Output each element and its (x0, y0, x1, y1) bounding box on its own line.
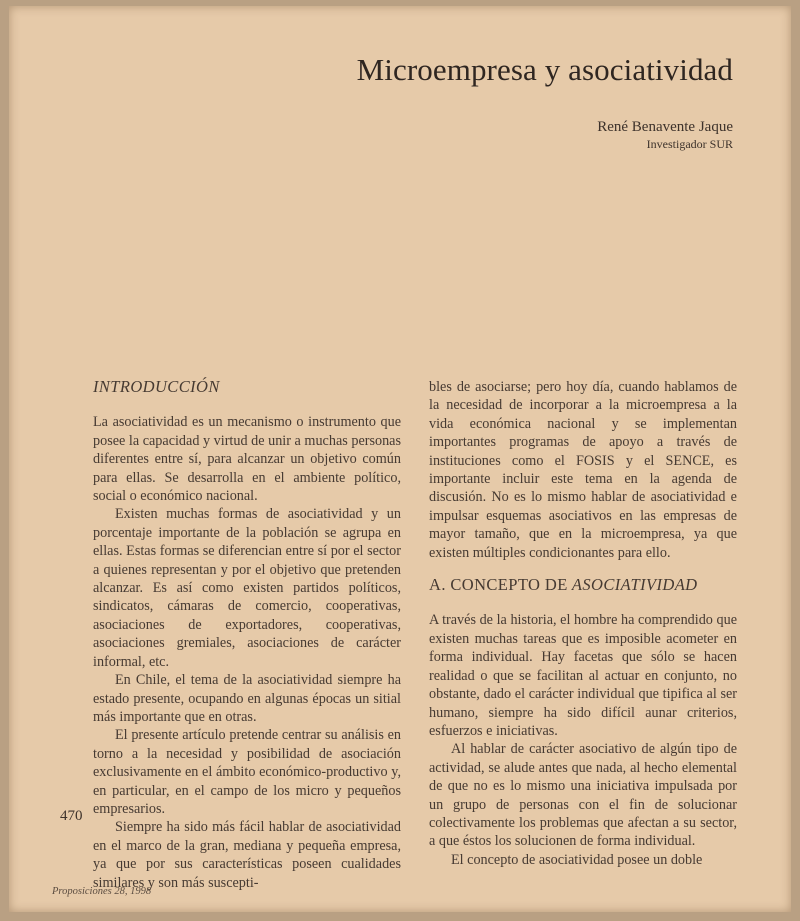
right-column (429, 378, 737, 869)
document-page (9, 6, 791, 912)
section-heading-concepto (429, 576, 737, 594)
body-paragraph: El concepto de asociatividad posee un doble (451, 851, 703, 868)
body-paragraph: bles de asociarse; pero hoy día, cuando hablamos de la necesidad de incorporar a la microempresa a la vida económica nacional y se implementan importantes programas de apoyo a través de instituciones como el FOSIS y el SENCE, es importante incluir este tema en la agenda de discusión. No es lo mismo hablar de asociatividad e impulsar esquemas asociativos en las empresas de mayor tamaño, que en la microempresa, ya que existen múltiples condicionantes para ello. (429, 379, 737, 561)
page-footer: Proposiciones 28, 1998 (52, 886, 152, 897)
author-affiliation: Investigador SUR (646, 137, 733, 151)
body-paragraph: En Chile, el tema de la asociatividad siempre ha estado presente, ocupando en algunas épocas un sitial más importante que en otras. (93, 672, 401, 725)
left-column (93, 378, 401, 892)
body-paragraph: La asociatividad es un mecanismo o instrumento que posee la capacidad y virtud de unir a muchas personas diferentes entre sí, para alcanzar un objetivo común para ellas. Se desarrolla en el ambiente político, social o económico nacional. (93, 414, 401, 505)
section-heading-emphasis: ASOCIATIVIDAD (571, 575, 698, 595)
body-paragraph: Al hablar de carácter asociativo de algún tipo de actividad, se alude antes que nada, al hecho elemental de que no es lo mismo una iniciativa impulsada por un grupo de personas con el fin de solucionar colectivamente los problemas que afectan a su sector, a que éstos los solucionen de forma individual. (429, 741, 737, 850)
body-paragraph: A través de la historia, el hombre ha comprendido que existen muchas tareas que es imposible acometer en forma individual. Hay facetas que sólo se hacen realidad o que se facilitan al actuar en conjunto, no obstante, dado el carácter individual que tipifica al ser humano, siempre ha sido difícil aunar criterios, esfuerzos e iniciativas. (429, 612, 737, 739)
section-heading-introduccion: INTRODUCCIÓN (93, 377, 220, 396)
article-author: René Benavente Jaque (597, 119, 733, 135)
article-title: Microempresa y asociatividad (356, 52, 733, 87)
body-paragraph: El presente artículo pretende centrar su análisis en torno a la necesidad y posibilidad de asociación exclusivamente en el ámbito económico-productivo y, en particular, en el campo de los micro y pequeños empresarios. (93, 727, 401, 817)
page-number: 470 (60, 808, 83, 824)
body-paragraph: Existen muchas formas de asociatividad y un porcentaje importante de la población se agrupa en ellas. Estas formas se diferencian entre sí por el sector a quienes representan y por el objetivo que pretenden alcanzar. Es así como existen partidos políticos, sindicatos, cámaras de comercio, cooperativas, asociaciones de exportadores, cooperativas, asociaciones gremiales, asociaciones de carácter informal, etc. (93, 506, 401, 670)
body-paragraph: Siempre ha sido más fácil hablar de asociatividad en el marco de la gran, mediana y pequeña empresa, ya que por sus características poseen cualidades similares y son más suscepti- (93, 819, 401, 891)
section-heading-prefix: A. CONCEPTO DE (429, 575, 568, 595)
